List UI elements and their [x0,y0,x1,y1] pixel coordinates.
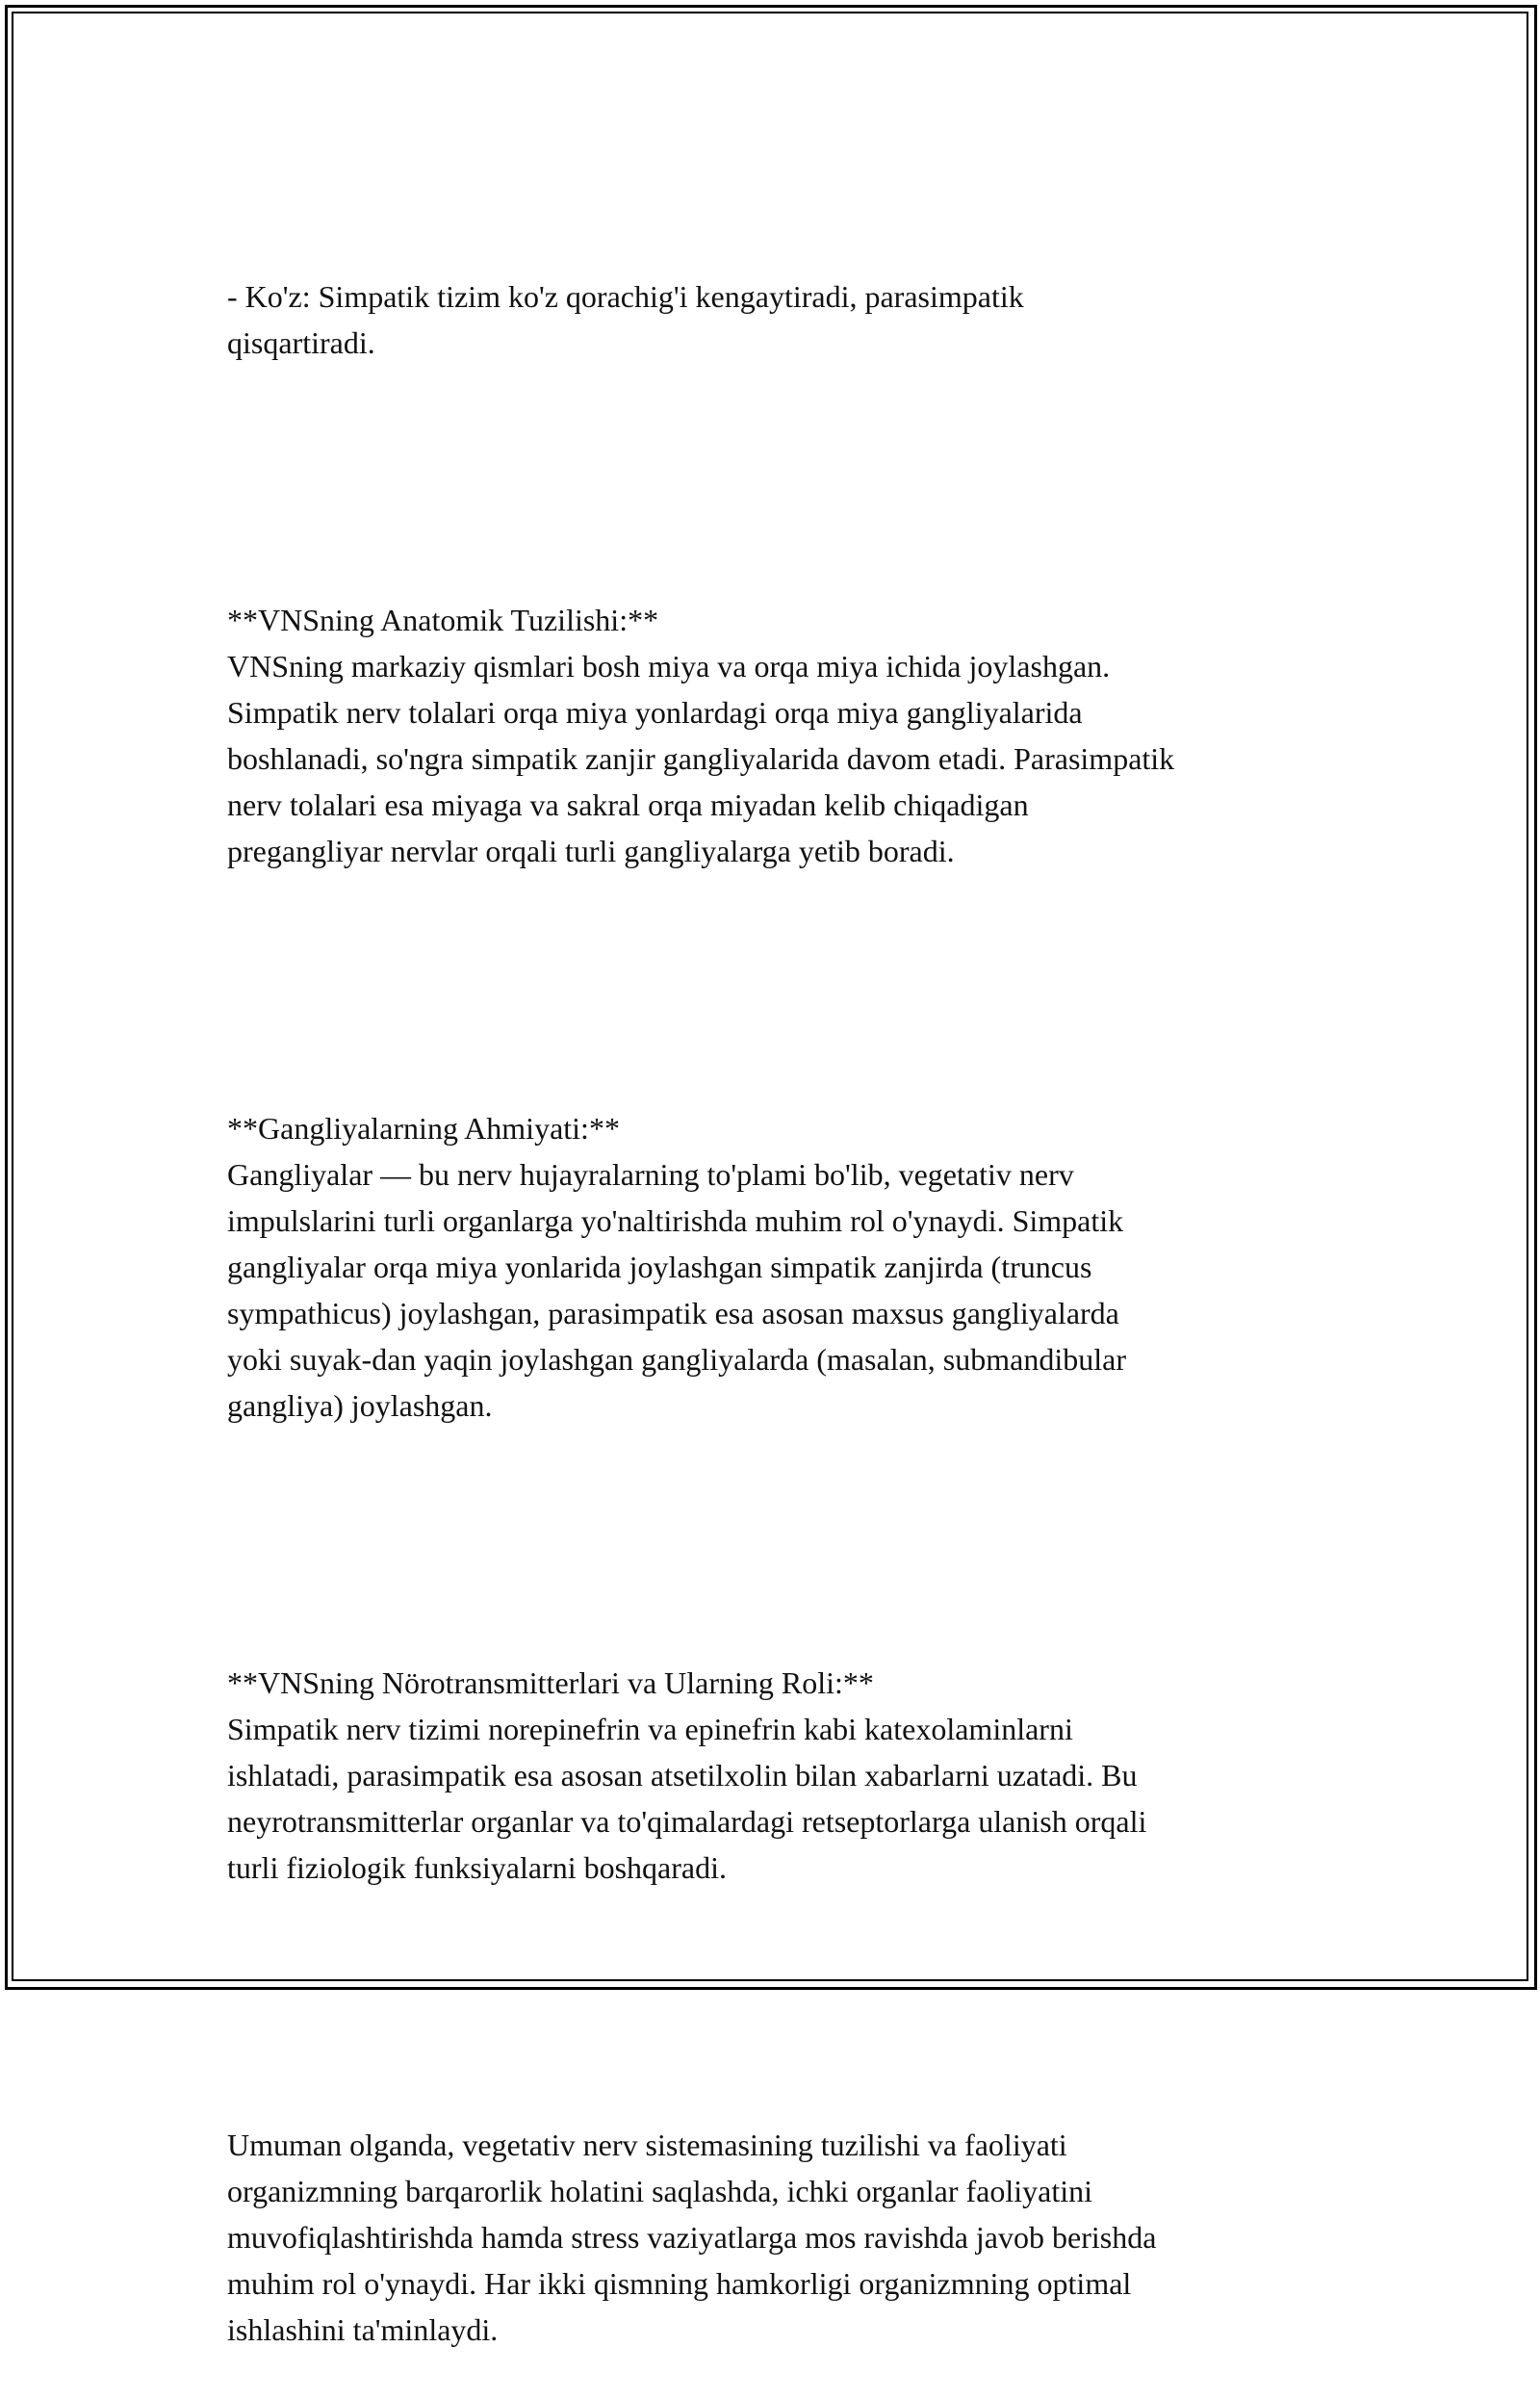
paragraph-neurotransmitters: **VNSning Nörotransmitterlari va Ularning Roli:** Simpatik nerv tizimi norepinefrin va epinefrin kabi katexolaminlarni ishlatadi, parasimpatik esa asosan atsetilxolin bilan xabarlarni uzatadi. Bu neyrotransmitterlar organlar va to'qimalardagi retseptorlarga ulanish orqali turli fiziologik funksiyalarni boshqaradi. [227,1665,1147,1885]
document-body [227,181,1334,2399]
paragraph-conclusion: Umuman olganda, vegetativ nerv sistemasining tuzilishi va faoliyati organizmning barqarorlik holatini saqlashda, ichki organlar faoliyatini muvofiqlashtirishda hamda stress vaziyatlarga mos ravishda javob berishda muhim rol o'ynaydi. Har ikki qismning hamkorligi organizmning optimal ishlashini ta'minlaydi. [227,2128,1157,2347]
paragraph-eye: - Ko'z: Simpatik tizim ko'z qorachig'i kengaytiradi, parasimpatik qisqartiradi. [227,279,1024,360]
paragraph-spacer [227,1983,1334,2029]
paragraph-ganglia: **Gangliyalarning Ahmiyati:** Gangliyalar — bu nerv hujayralarning to'plami bo'lib, vegetativ nerv impulslarini turli organlarga yo'naltirishda muhim rol o'ynaydi. Simpatik gangliyalar orqa miya yonlarida joylashgan simpatik zanjirda (truncus sympathicus) joylashgan, parasimpatik esa asosan maxsus gangliyalarda yoki suyak-dan yaqin joylashgan gangliyalarda (masalan, submandibular gangliya) joylashgan. [227,1111,1126,1423]
paragraph-spacer [227,458,1334,504]
paragraph-spacer [227,967,1334,1013]
paragraph-spacer [227,1521,1334,1567]
paragraph-anatomy: **VNSning Anatomik Tuzilishi:** VNSning markaziy qismlari bosh miya va orqa miya ichida joylashgan. Simpatik nerv tolalari orqa miya yonlardagi orqa miya gangliyalarida boshlanadi, so'ngra simpatik zanjir gangliyalarida davom etadi. Parasimpatik nerv tolalari esa miyaga va sakral orqa miyadan kelib chiqadigan pregangliyar nervlar orqali turli gangliyalarga yetib boradi. [227,603,1175,868]
